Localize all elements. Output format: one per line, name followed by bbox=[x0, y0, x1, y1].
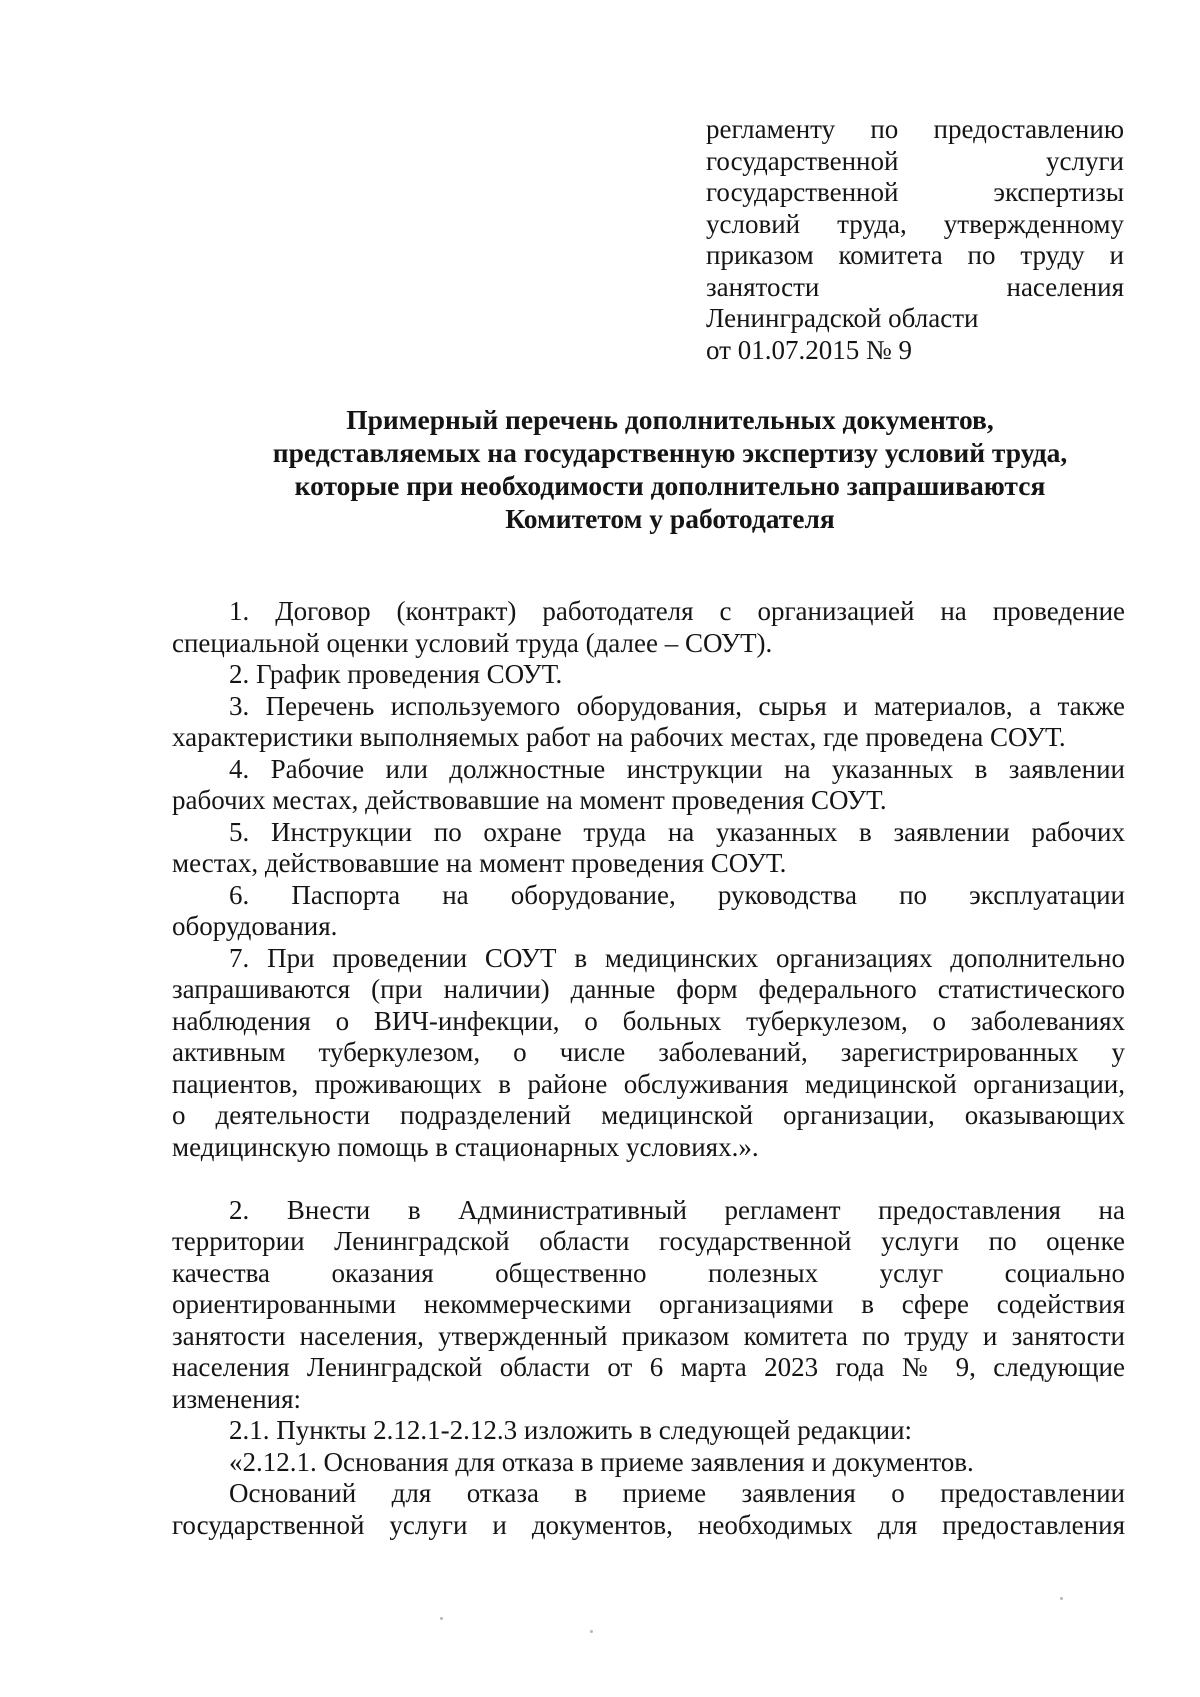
item-line: наблюдения о ВИЧ-инфекции, о больных туберкулезом, о заболеваниях bbox=[172, 1005, 1125, 1036]
appendix-line: приказом комитета по труду и bbox=[706, 240, 1124, 270]
appendix-line: регламенту по предоставлению bbox=[706, 114, 1124, 144]
quoted-heading: «2.12.1. Основания для отказа в приеме заявления и документов. bbox=[229, 1446, 974, 1477]
title-line: представляемых на государственную экспертизу условий труда, bbox=[272, 437, 1068, 468]
appendix-reference-block bbox=[706, 114, 1124, 366]
list-item bbox=[172, 943, 1125, 1164]
scan-speck bbox=[1060, 1597, 1063, 1600]
section-line: населения Ленинградской области от 6 марта 2023 года № 9, следующие bbox=[172, 1352, 1125, 1382]
item-first-line: 3. Перечень используемого оборудования, сырья и материалов, а также bbox=[229, 690, 1125, 721]
item-line: оборудования. bbox=[172, 911, 338, 941]
item-line: характеристики выполняемых работ на рабочих местах, где проведена СОУТ. bbox=[172, 722, 1066, 752]
item-line: о деятельности подразделений медицинской организации, оказывающих bbox=[172, 1100, 1125, 1130]
scan-speck bbox=[590, 1630, 593, 1633]
appendix-line: условий труда, утвержденному bbox=[706, 208, 1124, 239]
section-line: территории Ленинградской области государственной услуги по оценке bbox=[172, 1226, 1125, 1256]
item-first-line: 4. Рабочие или должностные инструкции на указанных в заявлении bbox=[229, 753, 1125, 784]
subsection-2-1: 2.1. Пункты 2.12.1-2.12.3 изложить в следующей редакции: bbox=[229, 1415, 913, 1445]
section-first-line: 2. Внести в Административный регламент предоставления на bbox=[229, 1194, 1125, 1225]
section-line: занятости населения, утвержденный приказом комитета по труду и занятости bbox=[172, 1320, 1125, 1351]
title-line: Примерный перечень дополнительных документов, bbox=[346, 404, 994, 435]
item-line: активным туберкулезом, о числе заболеваний, зарегистрированных у bbox=[172, 1037, 1125, 1067]
section-2-paragraph bbox=[172, 1195, 1125, 1416]
appendix-line: государственной экспертизы bbox=[706, 177, 1124, 207]
item-first-line: 2. График проведения СОУТ. bbox=[229, 659, 563, 689]
item-line: пациентов, проживающих в районе обслуживания медицинской организации, bbox=[172, 1068, 1125, 1099]
document-title bbox=[170, 403, 1170, 535]
paragraph-line: Оснований для отказа в приеме заявления о предоставлении bbox=[229, 1478, 1125, 1508]
section-line: изменения: bbox=[172, 1383, 302, 1414]
list-item bbox=[172, 691, 1125, 754]
section-line: качества оказания общественно полезных услуг социально bbox=[172, 1257, 1125, 1288]
item-first-line: 1. Договор (контракт) работодателя с организацией на проведение bbox=[229, 596, 1125, 626]
appendix-line: от 01.07.2015 № 9 bbox=[706, 334, 912, 365]
closing-paragraph bbox=[172, 1478, 1125, 1541]
item-line: местах, действовавшие на момент проведения СОУТ. bbox=[172, 848, 787, 878]
title-line: которые при необходимости дополнительно запрашиваются bbox=[294, 470, 1046, 501]
item-line: специальной оценки условий труда (далее – СОУТ). bbox=[172, 627, 773, 658]
scan-speck bbox=[440, 1617, 443, 1620]
appendix-line: государственной услуги bbox=[706, 145, 1124, 176]
title-line: Комитетом у работодателя bbox=[505, 503, 835, 534]
paragraph-line: государственной услуги и документов, необходимых для предоставления bbox=[172, 1509, 1125, 1540]
appendix-line: Ленинградской области bbox=[706, 303, 979, 333]
list-item bbox=[172, 754, 1125, 817]
appendix-line: занятости населения bbox=[706, 271, 1124, 302]
list-item bbox=[172, 817, 1125, 880]
item-first-line: 5. Инструкции по охране труда на указанных в заявлении рабочих bbox=[229, 816, 1125, 847]
list-item bbox=[172, 659, 1125, 691]
list-item bbox=[172, 880, 1125, 943]
item-line: рабочих местах, действовавшие на момент проведения СОУТ. bbox=[172, 785, 887, 815]
item-first-line: 6. Паспорта на оборудование, руководства по эксплуатации bbox=[229, 879, 1125, 910]
section-line: ориентированными некоммерческими организациями в сфере содействия bbox=[172, 1289, 1125, 1319]
item-first-line: 7. При проведении СОУТ в медицинских организациях дополнительно bbox=[229, 942, 1125, 973]
list-item bbox=[172, 596, 1125, 659]
item-line: запрашиваются (при наличии) данные форм федерального статистического bbox=[172, 974, 1125, 1004]
paragraph-gap bbox=[172, 1163, 1125, 1195]
document-body bbox=[172, 596, 1125, 1541]
item-line: медицинскую помощь в стационарных условиях.». bbox=[172, 1131, 759, 1162]
